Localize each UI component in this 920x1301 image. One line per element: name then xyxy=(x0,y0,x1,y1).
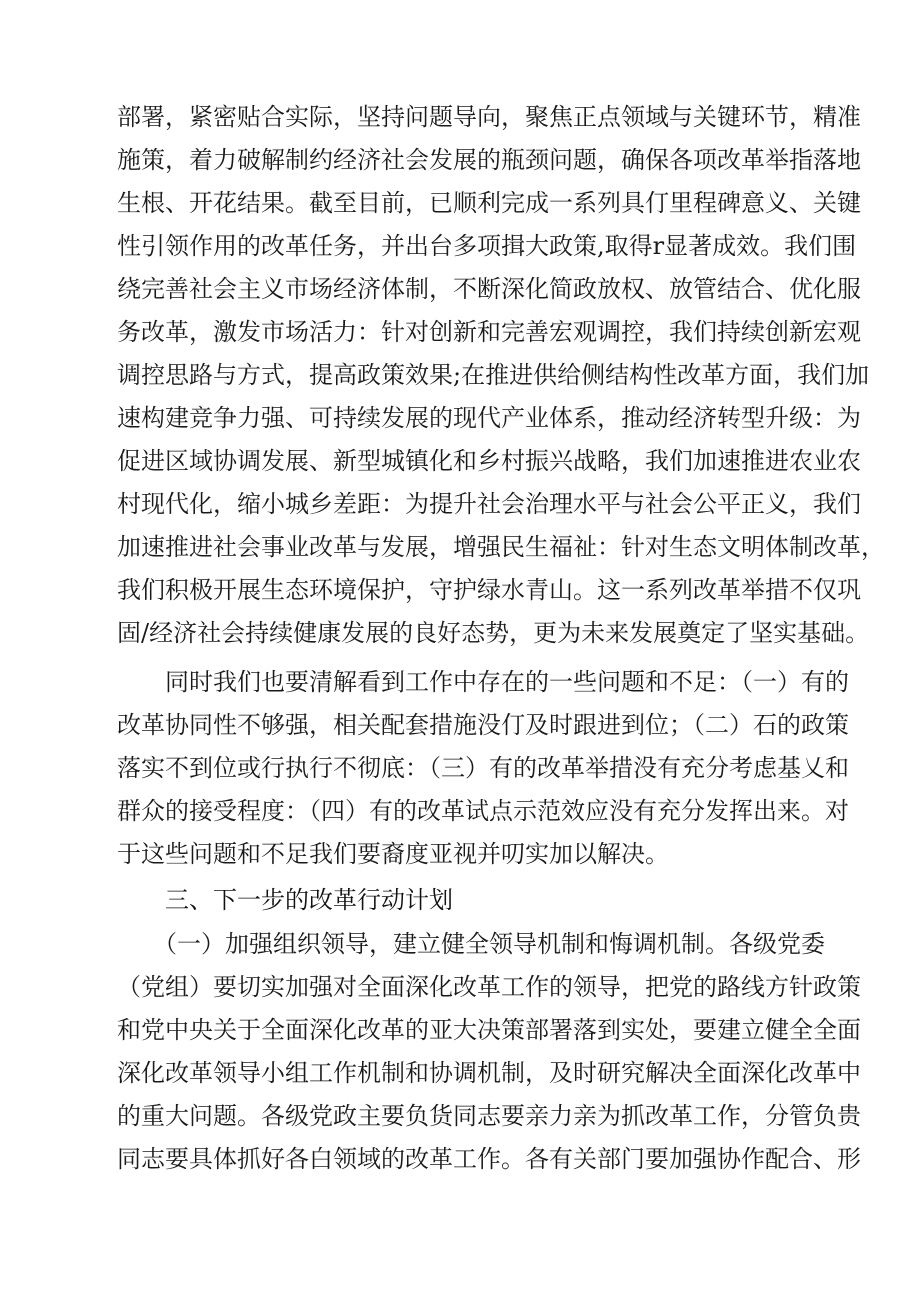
text-line: 务改革，激发市场活力：针对创新和完善宏观调控，我们持续创新宏观 xyxy=(117,318,861,346)
text-line: 我们积极开展生态环境保护，守护绿水青山。这一系列改革举措不仅巩 xyxy=(117,576,861,604)
text-line: 生根、开花结果。截至目前，已顺利完成一系列具仃里程碑意义、关键 xyxy=(117,189,861,217)
text-line: 部署，紧密贴合实际，坚持问题导向，聚焦正点领域与关键环节，精准 xyxy=(117,103,861,131)
text-line: （党组）要切实加强对全面深化改革工作的领导，把党的路线方针政策 xyxy=(117,973,861,1001)
text-line: 促进区域协调发展、新型城镇化和乡村振兴战略，我们加速推进农业农 xyxy=(117,447,861,475)
section-heading: 三、下一步的改革行动计划 xyxy=(117,886,453,914)
text-line: 绕完善社会主义市场经济体制，不断深化简政放权、放管结合、优化服 xyxy=(117,275,861,303)
text-line: 同时我们也要清解看到工作中存在的一些问题和不足：（一）有的 xyxy=(117,668,849,696)
text-line: 速构建竞争力强、可持续发展的现代产业体系，推动经济转型升级：为 xyxy=(117,404,861,432)
text-line: 深化改革领导小组工作机制和协调机制，及时研究解决全面深化改革中 xyxy=(117,1059,861,1087)
text-line: 性引领作用的改革任务，并出台多项揖大政策,取得r显著成效。我们围 xyxy=(117,232,857,260)
text-line: 固/经济社会持续健康发展的良好态势，更为未来发展奠定了坚实基础。 xyxy=(117,619,870,647)
text-line: 调控思路与方式，提高政策效果;在推进供给侧结构性改革方面，我们加 xyxy=(117,361,870,389)
text-line: 于这些问题和不足我们要裔度亚视并叨实加以解决。 xyxy=(117,840,669,868)
text-line: 施策，着力破解制约经济社会发展的瓶颈问题，确保各项改革举指落地 xyxy=(117,146,861,174)
text-line: 村现代化，缩小城乡差距：为提升社会治理水平与社会公平正义，我们 xyxy=(117,490,861,518)
text-line: 加速推进社会事业改革与发展，增强民生福祉：针对生态文明体制改革， xyxy=(117,533,885,561)
text-line: 群众的接受程度：（四）有的改革试点示范效应没有充分发挥出来。对 xyxy=(117,797,849,825)
text-line: 的重大问题。各级党政主要负货同志要亲力亲为抓改革工作，分管负贵 xyxy=(117,1102,861,1130)
text-line: （一）加强组织领导，建立健全领导机制和悔调机制。各级党委 xyxy=(117,930,825,958)
text-line: 落实不到位或行执行不彻底：（三）有的改革举措没有充分考虑基乂和 xyxy=(117,754,849,782)
text-line: 和党中央关于全面深化改革的亚大决策部署落到实处，要建立健全全面 xyxy=(117,1016,861,1044)
text-line: 改革协同性不够强，相关配套措施没仃及时跟进到位；（二）石的政策 xyxy=(117,711,849,739)
text-line: 同志要具体抓好各白领域的改革工作。各有关部门要加强协作配合、形 xyxy=(117,1145,861,1173)
